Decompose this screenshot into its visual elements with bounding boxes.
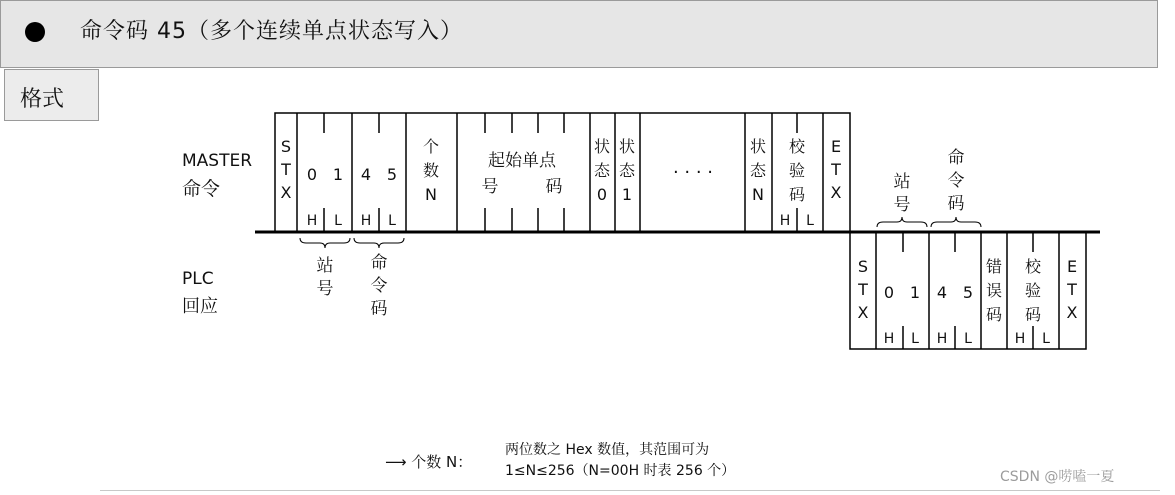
master-station-0: 0 — [306, 165, 318, 184]
divider — [100, 490, 1160, 491]
plc-checksum-3: 码 — [1024, 305, 1042, 324]
master-command-brace — [354, 238, 404, 248]
plc-checksum-2: 验 — [1024, 281, 1042, 300]
master-station-1: 1 — [332, 165, 344, 184]
master-stateN-2: 态 — [749, 161, 767, 180]
master-start-point-hao: 号 — [481, 177, 499, 197]
plc-label: PLC — [182, 269, 214, 289]
master-checksum-3: 码 — [788, 185, 806, 204]
master-etx-x: X — [830, 183, 842, 202]
plc-station-brace — [877, 217, 927, 227]
master-stx-x: X — [280, 183, 292, 202]
master-checksum-1: 校 — [788, 137, 806, 156]
master-start-point-ma: 码 — [545, 177, 563, 197]
plc-error-3: 码 — [985, 305, 1003, 324]
plc-label-cn: 回应 — [182, 296, 218, 317]
master-state1-3: 1 — [621, 185, 633, 204]
master-count-n: N — [425, 185, 437, 204]
plc-etx-x: X — [1066, 303, 1078, 322]
master-command-4: 4 — [360, 165, 372, 184]
master-checksum-h: H — [779, 213, 791, 229]
master-command-brace-2: 令 — [370, 276, 388, 296]
master-label: MASTER — [182, 151, 253, 171]
master-command-l: L — [388, 213, 396, 229]
plc-command-brace-2: 令 — [947, 171, 965, 191]
master-etx-t: T — [831, 160, 841, 179]
master-command-5: 5 — [386, 165, 398, 184]
plc-command-4: 4 — [936, 283, 948, 302]
watermark: CSDN @唠嗑一夏 — [1000, 469, 1115, 485]
count-note-line1: 两位数之 Hex 数值，其范围可为 — [505, 442, 710, 458]
master-command-brace-1: 命 — [370, 253, 388, 273]
plc-error-1: 错 — [985, 257, 1003, 276]
plc-station-l: L — [911, 331, 919, 347]
master-state1-1: 状 — [618, 137, 636, 156]
count-note-label: ⟶ 个数 N： — [385, 453, 473, 471]
plc-station-brace-1: 站 — [893, 172, 911, 192]
master-checksum-2: 验 — [788, 161, 806, 180]
plc-command-brace-3: 码 — [947, 194, 965, 214]
page-title: 命令码 45（多个连续单点状态写入） — [80, 19, 463, 44]
master-count-2: 数 — [422, 161, 440, 180]
master-state0-1: 状 — [593, 137, 611, 156]
plc-command-brace-1: 命 — [947, 148, 965, 168]
master-station-brace-2: 号 — [316, 279, 334, 299]
master-station-brace-1: 站 — [316, 256, 334, 276]
master-state1-2: 态 — [618, 161, 636, 180]
master-station-brace — [300, 238, 350, 248]
plc-error-2: 误 — [985, 281, 1003, 300]
master-label-cn: 命令 — [182, 178, 221, 200]
master-stx-s: S — [280, 137, 292, 156]
plc-command-brace — [931, 217, 981, 227]
plc-etx-e: E — [1066, 257, 1078, 276]
plc-command-h: H — [936, 331, 948, 347]
plc-stx-s: S — [857, 257, 869, 276]
plc-stx-t: T — [858, 280, 868, 299]
plc-station-0: 0 — [883, 283, 895, 302]
master-stx-t: T — [281, 160, 291, 179]
master-checksum-l: L — [806, 213, 814, 229]
master-etx-e: E — [830, 137, 842, 156]
master-stateN-1: 状 — [749, 137, 767, 156]
master-cell-dividers — [297, 113, 823, 232]
master-start-point: 起始单点 — [488, 151, 556, 171]
master-station-l: L — [334, 213, 342, 229]
format-tab-label: 格式 — [20, 87, 65, 112]
count-note-line2: 1≤N≤256（N=00H 时表 256 个） — [505, 463, 736, 479]
plc-station-1: 1 — [909, 283, 921, 302]
plc-etx-t: T — [1067, 280, 1077, 299]
master-state0-3: 0 — [596, 185, 608, 204]
master-ellipsis: · · · · — [672, 162, 714, 183]
plc-checksum-l: L — [1042, 331, 1050, 347]
master-command-h: H — [360, 213, 372, 229]
master-state0-2: 态 — [593, 161, 611, 180]
plc-checksum-h: H — [1014, 331, 1026, 347]
master-stateN-3: N — [752, 185, 764, 204]
master-station-h: H — [306, 213, 318, 229]
plc-stx-x: X — [857, 303, 869, 322]
plc-station-h: H — [883, 331, 895, 347]
master-command-brace-3: 码 — [370, 299, 388, 319]
plc-checksum-1: 校 — [1024, 257, 1042, 276]
plc-command-l: L — [964, 331, 972, 347]
master-count-1: 个 — [422, 137, 440, 156]
plc-command-5: 5 — [962, 283, 974, 302]
plc-station-brace-2: 号 — [893, 195, 911, 215]
